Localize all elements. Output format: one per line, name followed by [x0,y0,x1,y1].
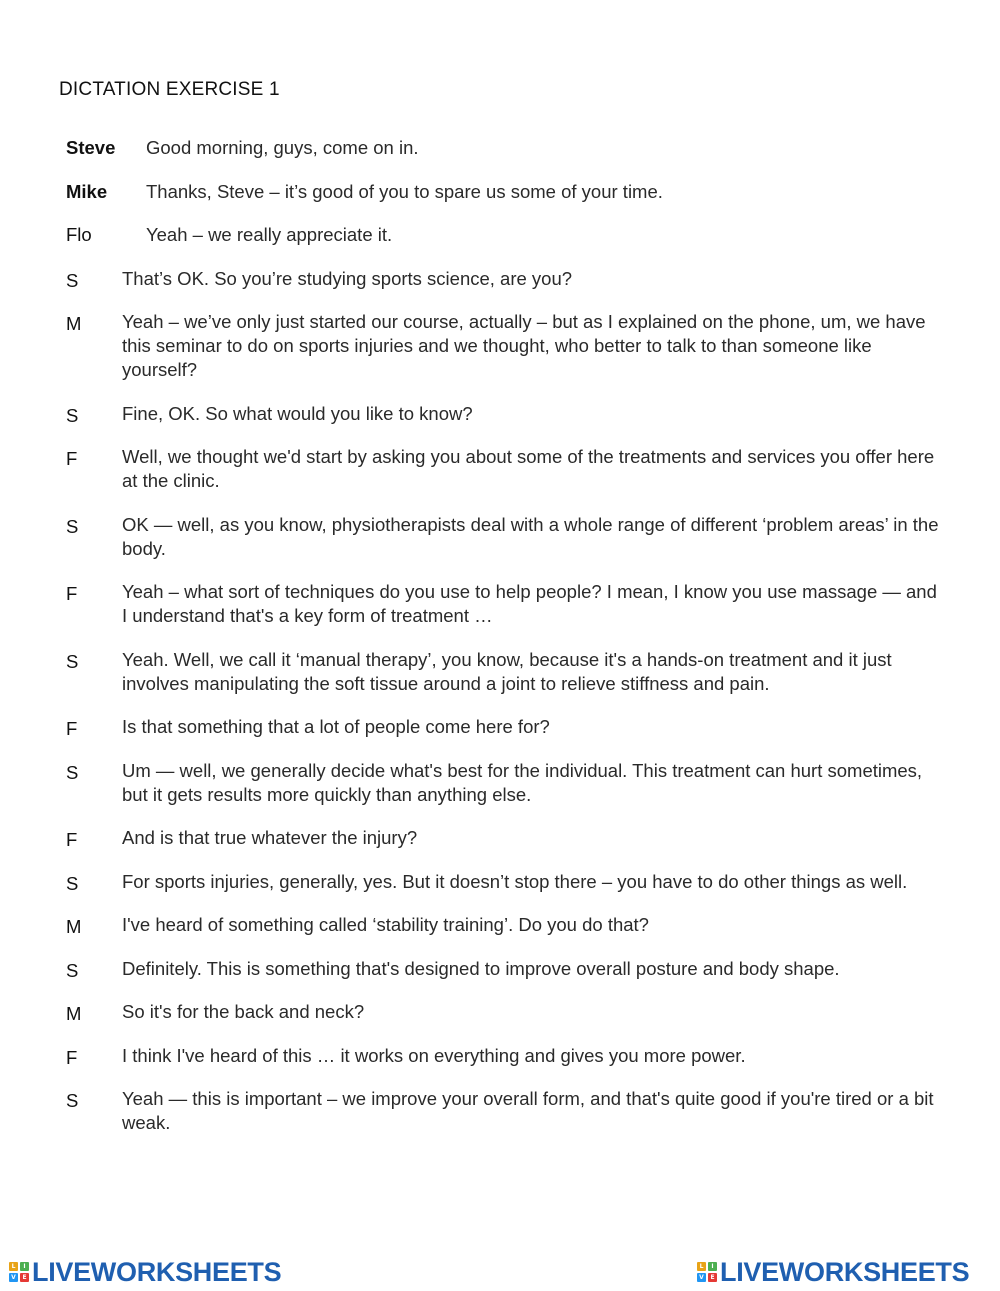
speaker-label: F [66,1046,78,1068]
speaker-label: M [66,916,82,937]
dialogue-line [66,267,946,291]
dialogue-line [66,957,946,981]
speaker-label: M [66,1003,82,1024]
page-title: DICTATION EXERCISE 1 [59,79,280,100]
dialogue-text: Well, we thought we'd start by asking you about some of the treatments and services you offer here at the clinic. [122,446,935,491]
liveworksheets-logo[interactable] [9,1257,281,1287]
dialogue-text: I've heard of something called ‘stability training’. Do you do that? [122,914,649,935]
logo-text: LIVEWORKSHEETS [32,1256,282,1287]
speaker-label: S [66,872,79,894]
dialogue-text: Yeah — this is important – we improve your overall form, and that's quite good if you're tired or a bit weak. [122,1088,934,1133]
dialogue-line [66,180,946,204]
speaker-label: F [66,718,78,739]
dialogue-line [66,715,946,739]
speaker-label: F [66,829,78,850]
speaker-label: S [66,269,79,291]
dialogue-line [66,136,946,160]
dialogue [66,136,946,1155]
speaker-label: Mike [66,180,108,202]
dialogue-line [66,648,946,696]
dialogue-text: So it's for the back and neck? [122,1001,365,1022]
dialogue-line [66,445,946,493]
dialogue-text: Good morning, guys, come on in. [146,137,419,158]
dialogue-text: Is that something that a lot of people come here for? [122,716,550,737]
dialogue-text: For sports injuries, generally, yes. But it doesn’t stop there – you have to do other things as well. [122,870,908,892]
dialogue-line [66,310,946,382]
speaker-label: S [66,404,79,426]
dialogue-line [66,870,946,894]
dialogue-text: Thanks, Steve – it’s good of you to spare us some of your time. [146,180,663,202]
dialogue-line [66,223,946,247]
dialogue-text: Yeah – we’ve only just started our course, actually – but as I explained on the phone, um, we have this seminar to do on sports injuries and we thought, who better to talk to than someone like yourself? [122,311,926,380]
speaker-label: Steve [66,137,116,158]
speaker-label: Flo [66,224,92,245]
speaker-label: M [66,313,82,334]
logo-text: LIVEWORKSHEETS [720,1256,970,1287]
dialogue-text: I think I've heard of this … it works on everything and gives you more power. [122,1044,746,1066]
dialogue-line [66,580,946,628]
speaker-label: S [66,650,79,672]
speaker-label: S [66,959,79,981]
logo-blocks-icon: L I V E [9,1262,29,1282]
speaker-label: S [66,1090,79,1111]
dialogue-line [66,1000,946,1024]
dialogue-line [66,826,946,850]
logo-blocks-icon: L I V E [697,1262,717,1282]
dialogue-text: And is that true whatever the injury? [122,827,418,848]
speaker-label: F [66,583,78,604]
dialogue-text: Um — well, we generally decide what's best for the individual. This treatment can hurt sometimes, but it gets results more quickly than anything else. [122,759,923,805]
dialogue-line [66,1087,946,1135]
speaker-label: S [66,761,79,783]
dialogue-text: Yeah – what sort of techniques do you use to help people? I mean, I know you use massage — and I understand that's a key form of treatment … [122,581,937,626]
dialogue-line [66,913,946,937]
speaker-label: S [66,515,79,537]
speaker-label: F [66,448,78,469]
dialogue-line [66,1044,946,1068]
dialogue-text: Definitely. This is something that's designed to improve overall posture and body shape. [122,957,840,979]
dialogue-text: That’s OK. So you’re studying sports science, are you? [122,267,573,289]
dialogue-line [66,513,946,561]
dialogue-line [66,759,946,807]
dialogue-text: OK — well, as you know, physiotherapists deal with a whole range of different ‘problem areas’ in the body. [122,513,939,559]
dialogue-line [66,402,946,426]
dialogue-text: Fine, OK. So what would you like to know? [122,402,473,424]
dialogue-text: Yeah. Well, we call it ‘manual therapy’, you know, because it's a hands-on treatment and it just involves manipulating the soft tissue around a joint to relieve stiffness and pain. [122,648,892,694]
liveworksheets-logo[interactable] [697,1257,969,1287]
dialogue-text: Yeah – we really appreciate it. [146,224,393,245]
